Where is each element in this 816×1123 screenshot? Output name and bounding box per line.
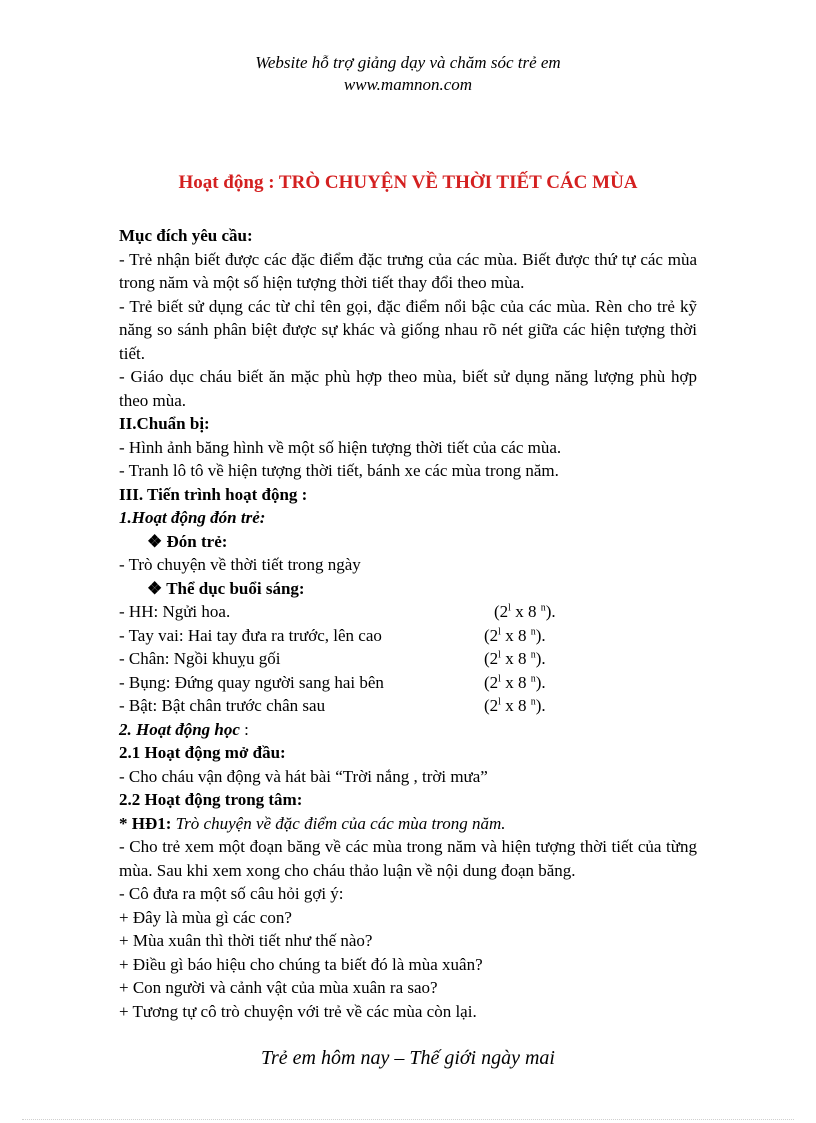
- header-website: www.mamnon.com: [343, 75, 473, 94]
- muc-dich-item-2: - Trẻ biết sử dụng các từ chỉ tên gọi, đặc điểm nổi bậc của các mùa. Rèn cho trẻ kỹ năng so sánh phân biệt được sự khác và giống nhau rõ nét giữa các hiện tượng thời tiết.: [119, 296, 697, 363]
- muc-dich-item-1: - Trẻ nhận biết được các đặc điểm đặc trưng của các mùa. Biết được thứ tự các mùa trong năm và một số hiện tượng thời tiết thay đổi theo mùa.: [119, 249, 697, 292]
- exercise-reps: (2$^l$ x 8 $^n$).: [494, 602, 556, 621]
- subheading-don-tre: 1.Hoạt động đón trẻ:: [119, 508, 266, 527]
- exercise-reps: (2$^l$ x 8 $^n$).: [484, 672, 546, 692]
- page-title: Hoạt động : TRÒ CHUYỆN VỀ THỜI TIẾT CÁC MÙA: [178, 172, 638, 193]
- exercise-row: [119, 694, 697, 718]
- exercise-reps: (2$^l$ x 8 $^n$).: [484, 696, 546, 715]
- bullet-don-tre: ❖ Đón trẻ:: [147, 531, 228, 551]
- section-heading-tien-trinh: III. Tiến trình hoạt động :: [119, 484, 308, 504]
- exercise-name: - Bật: Bật chân trước chân sau: [119, 696, 326, 715]
- exercise-name: - Bụng: Đứng quay người sang hai bên: [119, 672, 384, 692]
- exercise-name: - Chân: Ngồi khuỵu gối: [119, 649, 281, 668]
- exercise-row: [119, 624, 697, 648]
- question-item: + Đây là mùa gì các con?: [119, 907, 292, 927]
- header-line-1: Website hỗ trợ giảng dạy và chăm sóc trẻ em: [255, 53, 561, 72]
- questions-intro: - Cô đưa ra một số câu hỏi gợi ý:: [119, 884, 344, 903]
- exercise-reps: (2$^l$ x 8 $^n$).: [484, 625, 546, 645]
- subheading-hoat-dong-hoc: 2. Hoạt động học :: [119, 719, 249, 739]
- section-heading-muc-dich: Mục đích yêu cầu:: [119, 226, 253, 245]
- exercise-row: [119, 600, 697, 624]
- subheading-mo-dau: 2.1 Hoạt động mở đầu:: [119, 743, 286, 762]
- page-bottom-rule: [22, 1119, 794, 1120]
- exercise-row: [119, 647, 697, 671]
- exercise-row: [119, 671, 697, 695]
- chuan-bi-item-1: - Hình ảnh băng hình về một số hiện tượng thời tiết của các mùa.: [119, 437, 562, 457]
- diamond-bullet-icon: ❖: [147, 578, 167, 598]
- exercise-name: - HH: Ngửi hoa.: [119, 602, 231, 621]
- question-item: + Điều gì báo hiệu cho chúng ta biết đó là mùa xuân?: [119, 954, 483, 974]
- mo-dau-text: - Cho cháu vận động và hát bài “Trời nắng , trời mưa”: [119, 766, 488, 786]
- bullet-the-duc: ❖ Thể dục buổi sáng:: [147, 578, 305, 598]
- don-tre-text: - Trò chuyện về thời tiết trong ngày: [119, 555, 361, 574]
- hd1-paragraph: - Cho trẻ xem một đoạn băng về các mùa trong năm và hiện tượng thời tiết của từng mùa. Sau khi xem xong cho cháu thảo luận về nội dung đoạn băng.: [119, 837, 697, 880]
- page-footer: Trẻ em hôm nay – Thế giới ngày mai: [261, 1047, 555, 1069]
- question-item: + Tương tự cô trò chuyện với trẻ về các mùa còn lại.: [119, 1001, 477, 1021]
- chuan-bi-item-2: - Tranh lô tô về hiện tượng thời tiết, bánh xe các mùa trong năm.: [119, 461, 559, 480]
- section-heading-chuan-bi: II.Chuẩn bị:: [119, 414, 210, 433]
- muc-dich-item-3: - Giáo dục cháu biết ăn mặc phù hợp theo mùa, biết sử dụng năng lượng phù hợp theo mùa.: [119, 367, 697, 410]
- document-body: [119, 224, 697, 1023]
- hd1-line: * HĐ1: Trò chuyện về đặc điểm của các mùa trong năm.: [119, 813, 506, 833]
- question-item: + Con người và cảnh vật của mùa xuân ra sao?: [119, 978, 438, 997]
- subheading-trong-tam: 2.2 Hoạt động trong tâm:: [119, 790, 303, 809]
- page-header: [0, 52, 816, 96]
- exercise-reps: (2$^l$ x 8 $^n$).: [484, 649, 546, 668]
- diamond-bullet-icon: ❖: [147, 531, 167, 551]
- exercise-name: - Tay vai: Hai tay đưa ra trước, lên cao: [119, 625, 382, 645]
- question-item: + Mùa xuân thì thời tiết như thế nào?: [119, 931, 373, 950]
